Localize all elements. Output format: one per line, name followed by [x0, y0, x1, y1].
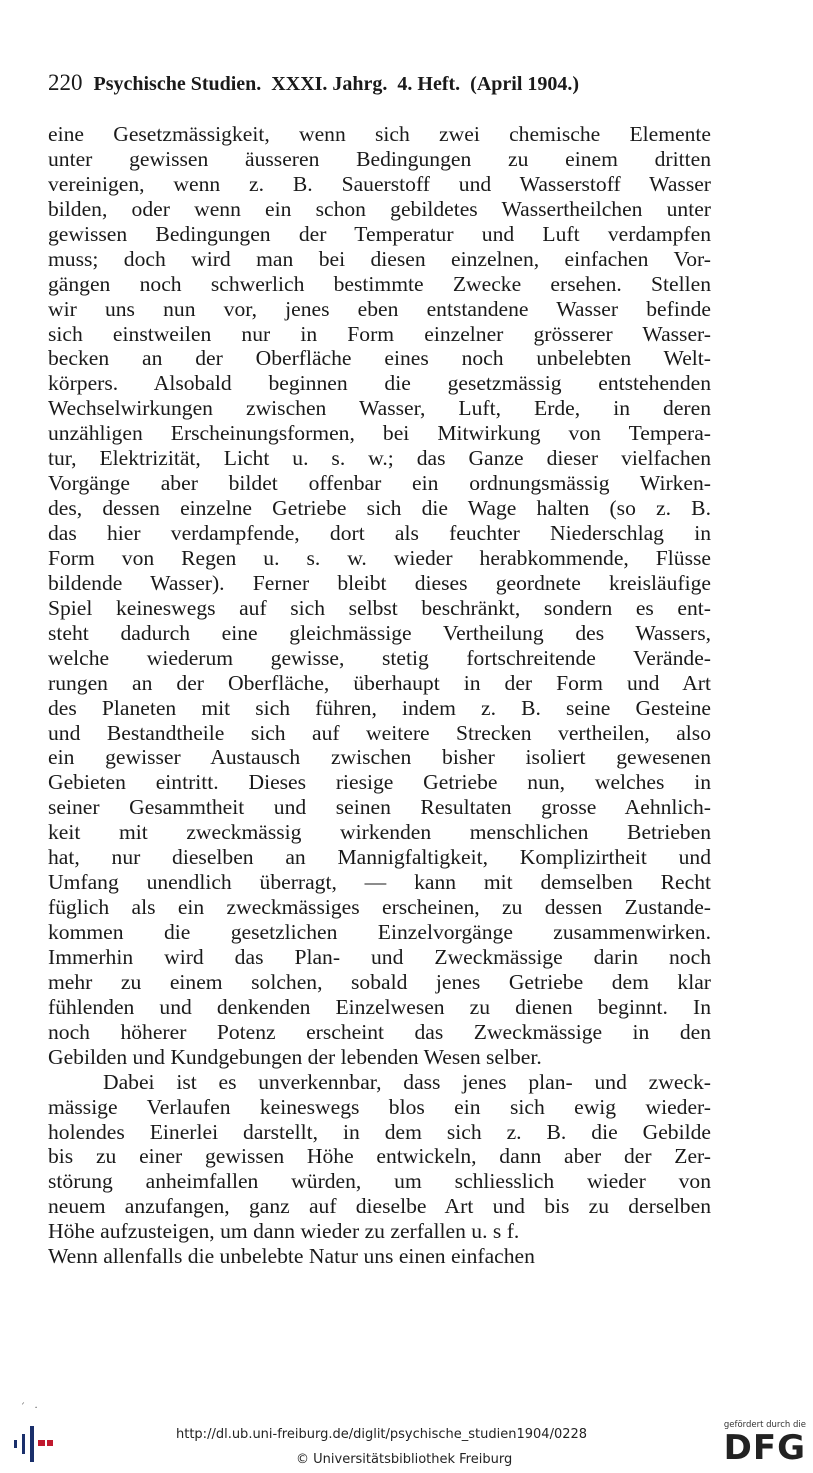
- body-text: [48, 122, 711, 1269]
- text-line: Form von Regen u. s. w. wieder herabkommende, Flüsse: [48, 545, 711, 570]
- text-line: tur, Elektrizität, Licht u. s. w.; das Ganze dieser vielfachen: [48, 446, 711, 471]
- dfg-caption: gefördert durch die: [723, 1420, 806, 1430]
- text-line: kommen die gesetzlichen Einzelvorgänge zusammenwirken.: [48, 920, 711, 944]
- text-line: fühlenden und denkenden Einzelwesen zu dienen beginnt. In: [48, 994, 711, 1019]
- text-line: gängen noch schwerlich bestimmte Zwecke ersehen. Stellen: [48, 271, 711, 296]
- text-line: Spiel keineswegs auf sich selbst beschränkt, sondern es ent-: [48, 595, 711, 620]
- running-header: [48, 70, 713, 96]
- text-line: des Planeten mit sich führen, indem z. B. seine Gesteine: [48, 695, 711, 720]
- text-line: steht dadurch eine gleichmässige Vertheilung des Wassers,: [48, 620, 711, 645]
- source-url[interactable]: http://dl.ub.uni-freiburg.de/diglit/psychische_studien1904/0228: [176, 1427, 588, 1442]
- text-line: vereinigen, wenn z. B. Sauerstoff und Wasserstoff Wasser: [48, 171, 711, 196]
- text-line: Gebilden und Kundgebungen der lebenden Wesen selber.: [48, 1044, 542, 1069]
- text-line: störung anheimfallen würden, um schliesslich wieder von: [48, 1169, 711, 1194]
- text-line: und Bestandtheile sich auf weitere Strecken vertheilen, also: [48, 720, 711, 745]
- copyright-notice: © Universitätsbibliothek Freiburg: [296, 1452, 513, 1467]
- text-line: gewissen Bedingungen der Temperatur und Luft verdampfen: [48, 221, 711, 246]
- text-line: Vorgänge aber bildet offenbar ein ordnungsmässig Wirken-: [48, 471, 711, 496]
- text-line: Immerhin wird das Plan- und Zweckmässige darin noch: [48, 944, 711, 969]
- text-line: mehr zu einem solchen, sobald jenes Getriebe dem klar: [48, 969, 711, 994]
- text-line: sich einstweilen nur in Form einzelner grösserer Wasser-: [48, 321, 711, 346]
- text-line: das hier verdampfende, dort als feuchter Niederschlag in: [48, 521, 711, 545]
- text-line: unter gewissen äusseren Bedingungen zu einem dritten: [48, 146, 711, 171]
- text-line: eine Gesetzmässigkeit, wenn sich zwei chemische Elemente: [48, 122, 711, 146]
- text-line: Umfang unendlich überragt, — kann mit demselben Recht: [48, 870, 711, 895]
- text-line: rungen an der Oberfläche, überhaupt in der Form und Art: [48, 670, 711, 695]
- text-line: noch höherer Potenz erscheint das Zweckmässige in den: [48, 1019, 711, 1044]
- text-line: füglich als ein zweckmässiges erscheinen, zu dessen Zustande-: [48, 895, 711, 920]
- text-line: des, dessen einzelne Getriebe sich die Wage halten (so z. B.: [48, 496, 711, 521]
- text-line: ein gewisser Austausch zwischen bisher isoliert gewesenen: [48, 745, 711, 770]
- text-line: keit mit zweckmässig wirkenden menschlichen Betrieben: [48, 820, 711, 845]
- text-line: neuem anzufangen, ganz auf dieselbe Art und bis zu derselben: [48, 1194, 711, 1219]
- text-line: körpers. Alsobald beginnen die gesetzmässig entstehenden: [48, 371, 711, 396]
- running-title: Psychische Studien. XXXI. Jahrg. 4. Heft. (April 1904.): [93, 73, 580, 95]
- text-line: seiner Gesammtheit und seinen Resultaten grosse Aehnlich-: [48, 795, 711, 820]
- text-line: bilden, oder wenn ein schon gebildetes Wassertheilchen unter: [48, 196, 711, 221]
- text-line: muss; doch wird man bei diesen einzelnen, einfachen Vor-: [48, 246, 711, 271]
- text-line: becken an der Oberfläche eines noch unbelebten Welt-: [48, 346, 711, 371]
- text-line: Höhe aufzusteigen, um dann wieder zu zerfallen u. s f.: [48, 1219, 520, 1244]
- text-line: unzähligen Erscheinungsformen, bei Mitwirkung von Tempera-: [48, 421, 711, 446]
- text-line: Wenn allenfalls die unbelebte Natur uns einen einfachen: [48, 1244, 535, 1269]
- text-line: Wechselwirkungen zwischen Wasser, Luft, Erde, in deren: [48, 396, 711, 421]
- text-line: wir uns nun vor, jenes eben entstandene Wasser befinde: [48, 296, 711, 321]
- text-line: Gebieten eintritt. Dieses riesige Getriebe nun, welches in: [48, 770, 711, 795]
- text-line: Dabei ist es unverkennbar, dass jenes plan- und zweck-: [103, 1069, 711, 1094]
- dfg-logo: [716, 1420, 806, 1468]
- text-line: bildende Wasser). Ferner bleibt dieses geordnete kreisläufige: [48, 570, 711, 595]
- text-line: bis zu einer gewissen Höhe entwickeln, dann aber der Zer-: [48, 1144, 711, 1169]
- page-number: 220: [48, 70, 83, 95]
- stray-mark: ´ ·: [20, 1403, 38, 1414]
- text-line: welche wiederum gewisse, stetig fortschreitende Verände-: [48, 645, 711, 670]
- text-line: mässige Verlaufen keineswegs blos ein sich ewig wieder-: [48, 1094, 711, 1119]
- text-line: holendes Einerlei darstellt, in dem sich z. B. die Gebilde: [48, 1119, 711, 1144]
- text-line: hat, nur dieselben an Mannigfaltigkeit, Komplizirtheit und: [48, 845, 711, 870]
- library-logo-icon: [10, 1424, 54, 1464]
- dfg-mark: DFG: [723, 1428, 806, 1468]
